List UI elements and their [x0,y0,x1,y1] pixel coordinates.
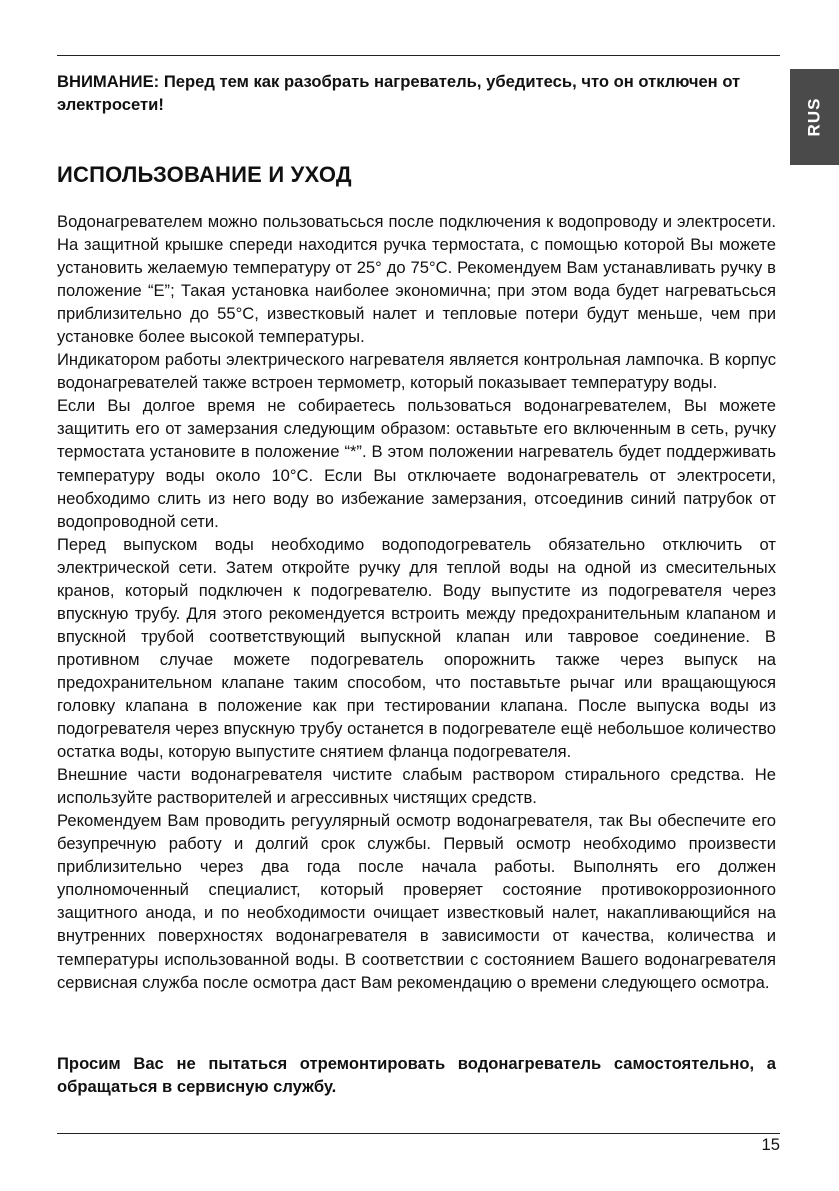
paragraph-cleaning: Внешние части водонагревателя чистите слабым раствором стирального средства. Не используйте растворителей и агрессивных чистящих средств. [57,765,776,808]
language-tab-label: RUS [804,97,824,137]
page-number: 15 [761,1135,780,1154]
paragraph-usage: Водонагревателем можно пользоватьсься после подключения к водопроводу и электросети. На защитной крышке спереди находится ручка термостата, с помощью которой Вы можете установить желаемую температуру от 25° до 75°C. Рекомендуем Вам устанавливать ручку в положение “E”; Такая установка наиболее экономична; при этом вода будет нагреватьсься приблизительно до 55°C, известковый налет и тепловые потери будут меньше, чем при установке более высокой температуры. [57,212,776,347]
language-tab [790,69,839,165]
paragraph-inspection: Рекомендуем Вам проводить регуулярный осмотр водонагревателя, так Вы обеспечите его безупречную работу и долгий срок службы. Первый осмотр необходимо произвести приблизительно через два года после начала работы. Выполнять его должен уполномоченный специалист, который проверяет состояние противокоррозионного защитного анода, и по необходимости очищает известковый налет, накапливающийся на внутренних поверхностях водонагревателя в зависимости от качества, количества и температуры использованной воды. В соответствии с состоянием Вашего водонагревателя сервисная служба после осмотра даст Вам рекомендацию о времени следующего осмотра. [57,811,776,992]
bottom-divider [57,1133,780,1134]
paragraph-indicator: Индикатором работы электрического нагревателя является контрольная лампочка. В корпус водонагревателей также встроен термометр, который показывает температуру воды. [57,350,776,393]
warning-note: ВНИМАНИЕ: Перед тем как разобрать нагреватель, убедитесь, что он отключен от электросети! [57,72,741,114]
section-title: ИСПОЛЬЗОВАНИЕ И УХОД [57,162,352,187]
top-divider [57,55,780,56]
closing-note: Просим Вас не пытаться отремонтировать водонагреватель самостоятельно, а обращаться в сервисную службу. [57,1054,776,1096]
body-text [57,210,776,994]
paragraph-frost-protection: Если Вы долгое время не собираетесь пользоваться водонагревателем, Вы можете защитить его от замерзания следующим образом: оставьтьте его включенным в сеть, ручку термостата установите в положение “*”. В этом положении нагреватель будет поддерживать температуру воды около 10°C. Если Вы отключаете водонагреватель от электросети, необходимо слить из него воду во избежание замерзания, отсоединив синий патрубок от водопроводной сети. [57,396,776,531]
paragraph-draining: Перед выпуском воды необходимо водоподогреватель обязательно отключить от электрической сети. Затем откройте ручку для теплой воды на одной из смесительных кранов, который подключен к подогревателю. Воду выпустите из подогревателя через впускную трубу. Для этого рекомендуется встроить между предохранительным клапаном и впускной трубой соответствующий выпускной клапан или тавровое соединение. В противном случае можете подогреватель опорожнить также через выпуск на предохранительном клапане таким способом, что поставьтьте рычаг или вращающуюся головку клапана в положение как при тестировании клапана. После выпуска воды из подогревателя через впускную трубу останется в подогревателе ещё небольшое количество остатка воды, которую выпустите снятием фланца подогревателя. [57,534,776,762]
